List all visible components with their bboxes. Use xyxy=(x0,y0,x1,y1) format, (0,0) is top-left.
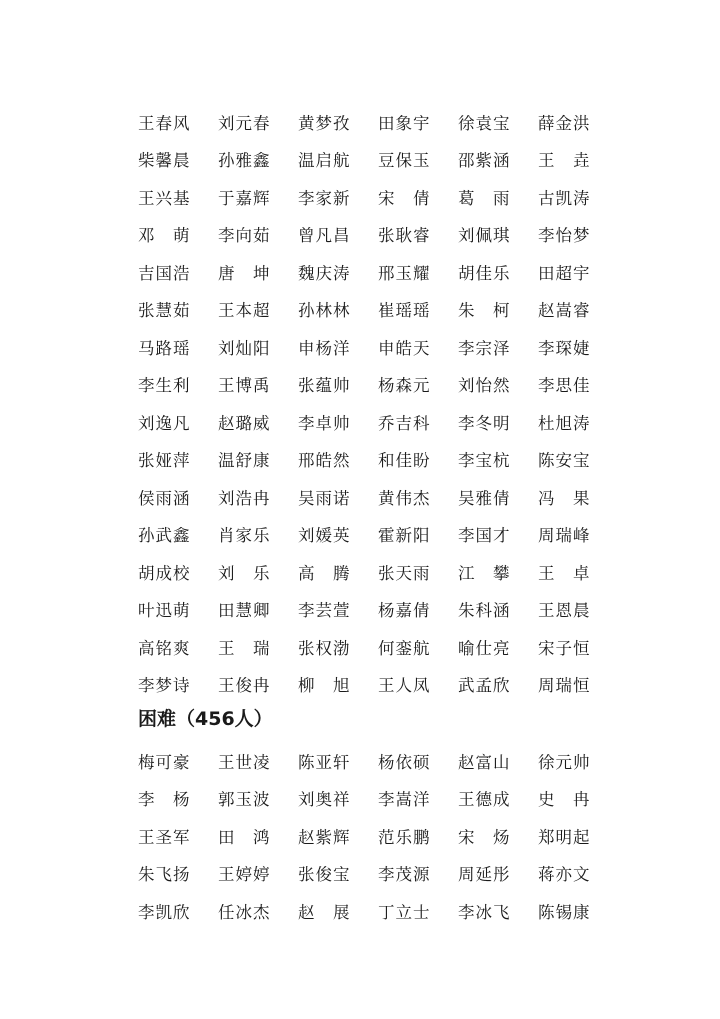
name-row xyxy=(138,255,618,293)
name-row xyxy=(138,857,618,895)
name-entry: 刘 乐 xyxy=(218,563,271,583)
name-entry: 杨嘉倩 xyxy=(378,601,431,620)
name-entry: 刘怡然 xyxy=(458,376,511,395)
name-entry: 田慧卿 xyxy=(218,601,271,620)
name-entry: 田超宇 xyxy=(538,263,591,283)
name-entry: 吉国浩 xyxy=(138,263,191,283)
name-entry: 喻仕亮 xyxy=(458,638,511,658)
name-entry: 申杨洋 xyxy=(298,338,351,358)
name-entry: 江 攀 xyxy=(458,563,511,583)
name-entry: 王兴基 xyxy=(138,188,191,208)
name-row xyxy=(138,330,618,368)
name-entry: 胡成校 xyxy=(138,563,191,583)
name-row xyxy=(138,368,618,406)
name-entry: 陈锡康 xyxy=(538,902,591,922)
name-entry: 叶迅萌 xyxy=(138,601,191,620)
name-entry: 黄伟杰 xyxy=(378,488,431,508)
name-entry: 刘奥祥 xyxy=(298,790,351,809)
name-entry: 陈亚轩 xyxy=(298,752,351,772)
name-entry: 乔吉科 xyxy=(378,413,431,433)
name-entry: 李思佳 xyxy=(538,376,591,395)
name-row xyxy=(138,819,618,857)
name-entry: 朱 柯 xyxy=(458,301,511,320)
name-entry: 邢玉耀 xyxy=(378,263,431,283)
name-entry: 张慧茹 xyxy=(138,301,191,320)
name-entry: 唐 坤 xyxy=(218,263,271,283)
name-row xyxy=(138,744,618,782)
name-entry: 和佳盼 xyxy=(378,451,431,470)
name-entry: 蒋亦文 xyxy=(538,865,591,884)
name-entry: 郭玉波 xyxy=(218,790,271,809)
name-list-top xyxy=(138,105,618,705)
name-row xyxy=(138,443,618,481)
name-row xyxy=(138,405,618,443)
name-entry: 王博禹 xyxy=(218,376,271,395)
name-entry: 王德成 xyxy=(458,790,511,809)
name-entry: 陈安宝 xyxy=(538,451,591,470)
name-entry: 冯 果 xyxy=(538,488,591,508)
name-entry: 王世凌 xyxy=(218,752,271,772)
name-entry: 李向茹 xyxy=(218,226,271,245)
name-entry: 王 垚 xyxy=(538,151,591,170)
name-row xyxy=(138,518,618,556)
name-entry: 武孟欣 xyxy=(458,676,511,695)
name-entry: 王春风 xyxy=(138,113,191,133)
name-entry: 王俊冉 xyxy=(218,676,271,695)
name-entry: 李卓帅 xyxy=(298,413,351,433)
name-row xyxy=(138,894,618,932)
name-entry: 高铭爽 xyxy=(138,638,191,658)
name-entry: 王人凤 xyxy=(378,676,431,695)
name-entry: 李家新 xyxy=(298,188,351,208)
name-row xyxy=(138,555,618,593)
name-entry: 刘逸凡 xyxy=(138,413,191,433)
name-entry: 何銮航 xyxy=(378,638,431,658)
name-entry: 徐袁宝 xyxy=(458,113,511,133)
name-entry: 张权渤 xyxy=(298,638,351,658)
name-row xyxy=(138,480,618,518)
name-entry: 刘浩冉 xyxy=(218,488,271,508)
name-entry: 古凯涛 xyxy=(538,188,591,208)
name-entry: 王婷婷 xyxy=(218,865,271,884)
name-entry: 刘灿阳 xyxy=(218,338,271,358)
name-row xyxy=(138,593,618,631)
name-entry: 周瑞恒 xyxy=(538,676,591,695)
name-entry: 刘佩琪 xyxy=(458,226,511,245)
name-entry: 柳 旭 xyxy=(298,676,351,695)
name-entry: 赵紫辉 xyxy=(298,827,351,847)
name-entry: 高 腾 xyxy=(298,563,351,583)
name-entry: 温舒康 xyxy=(218,451,271,470)
name-entry: 周延彤 xyxy=(458,865,511,884)
name-entry: 魏庆涛 xyxy=(298,263,351,283)
name-entry: 胡佳乐 xyxy=(458,263,511,283)
name-entry: 李琛婕 xyxy=(538,338,591,358)
name-entry: 田象宇 xyxy=(378,113,431,133)
name-entry: 王圣军 xyxy=(138,827,191,847)
name-entry: 张俊宝 xyxy=(298,865,351,884)
name-entry: 刘媛英 xyxy=(298,526,351,545)
name-entry: 宋 炀 xyxy=(458,827,511,847)
name-entry: 宋子恒 xyxy=(538,638,591,658)
name-entry: 宋 倩 xyxy=(378,188,431,208)
name-entry: 张天雨 xyxy=(378,563,431,583)
name-entry: 豆保玉 xyxy=(378,151,431,170)
name-row xyxy=(138,630,618,668)
name-entry: 王本超 xyxy=(218,301,271,320)
name-entry: 李嵩洋 xyxy=(378,790,431,809)
name-entry: 李芸萱 xyxy=(298,601,351,620)
name-entry: 杜旭涛 xyxy=(538,413,591,433)
name-entry: 侯雨涵 xyxy=(138,488,191,508)
name-entry: 霍新阳 xyxy=(378,526,431,545)
name-entry: 朱飞扬 xyxy=(138,865,191,884)
name-entry: 温启航 xyxy=(298,151,351,170)
name-entry: 史 冉 xyxy=(538,790,591,809)
name-entry: 李梦诗 xyxy=(138,676,191,695)
name-entry: 崔瑶瑶 xyxy=(378,301,431,320)
name-entry: 田 鸿 xyxy=(218,827,271,847)
name-entry: 赵 展 xyxy=(298,902,351,922)
name-entry: 刘元春 xyxy=(218,113,271,133)
name-entry: 邓 萌 xyxy=(138,226,191,245)
name-entry: 薛金洪 xyxy=(538,113,591,133)
name-entry: 任冰杰 xyxy=(218,902,271,922)
name-row xyxy=(138,782,618,820)
name-entry: 张耿睿 xyxy=(378,226,431,245)
name-entry: 赵富山 xyxy=(458,752,511,772)
name-entry: 杨森元 xyxy=(378,376,431,395)
name-entry: 孙林林 xyxy=(298,301,351,320)
name-entry: 葛 雨 xyxy=(458,188,511,208)
name-entry: 邵紫涵 xyxy=(458,151,511,170)
name-entry: 吴雅倩 xyxy=(458,488,511,508)
name-entry: 曾凡昌 xyxy=(298,226,351,245)
name-entry: 赵嵩睿 xyxy=(538,301,591,320)
name-entry: 李怡梦 xyxy=(538,226,591,245)
name-entry: 孙武鑫 xyxy=(138,526,191,545)
name-entry: 马路瑶 xyxy=(138,338,191,358)
name-entry: 李生利 xyxy=(138,376,191,395)
name-row xyxy=(138,180,618,218)
name-entry: 邢皓然 xyxy=(298,451,351,470)
name-entry: 孙雅鑫 xyxy=(218,151,271,170)
name-entry: 黄梦孜 xyxy=(298,113,351,133)
name-entry: 吴雨诺 xyxy=(298,488,351,508)
name-entry: 李凯欣 xyxy=(138,902,191,922)
name-entry: 张蕴帅 xyxy=(298,376,351,395)
name-entry: 丁立士 xyxy=(378,902,431,922)
name-entry: 周瑞峰 xyxy=(538,526,591,545)
name-entry: 李茂源 xyxy=(378,865,431,884)
name-entry: 赵璐威 xyxy=(218,413,271,433)
name-entry: 李宝杭 xyxy=(458,451,511,470)
name-row xyxy=(138,668,618,706)
name-entry: 张娅萍 xyxy=(138,451,191,470)
name-entry: 梅可豪 xyxy=(138,752,191,772)
name-entry: 郑明起 xyxy=(538,827,591,847)
name-entry: 王 瑞 xyxy=(218,638,271,658)
name-entry: 李 杨 xyxy=(138,790,191,809)
name-entry: 王恩晨 xyxy=(538,601,591,620)
name-entry: 李国才 xyxy=(458,526,511,545)
name-entry: 柴馨晨 xyxy=(138,151,191,170)
name-entry: 李冬明 xyxy=(458,413,511,433)
name-entry: 王 卓 xyxy=(538,563,591,583)
name-entry: 肖家乐 xyxy=(218,526,271,545)
name-entry: 申皓天 xyxy=(378,338,431,358)
name-row xyxy=(138,218,618,256)
name-entry: 李冰飞 xyxy=(458,902,511,922)
name-list-difficulty xyxy=(138,744,618,932)
name-entry: 杨依硕 xyxy=(378,752,431,772)
name-entry: 朱科涵 xyxy=(458,601,511,620)
name-row xyxy=(138,293,618,331)
name-row xyxy=(138,105,618,143)
name-row xyxy=(138,143,618,181)
name-entry: 徐元帅 xyxy=(538,752,591,772)
name-entry: 李宗泽 xyxy=(458,338,511,358)
section-heading: 困难（456人） xyxy=(138,708,273,730)
name-entry: 范乐鹏 xyxy=(378,827,431,847)
name-entry: 于嘉辉 xyxy=(218,188,271,208)
